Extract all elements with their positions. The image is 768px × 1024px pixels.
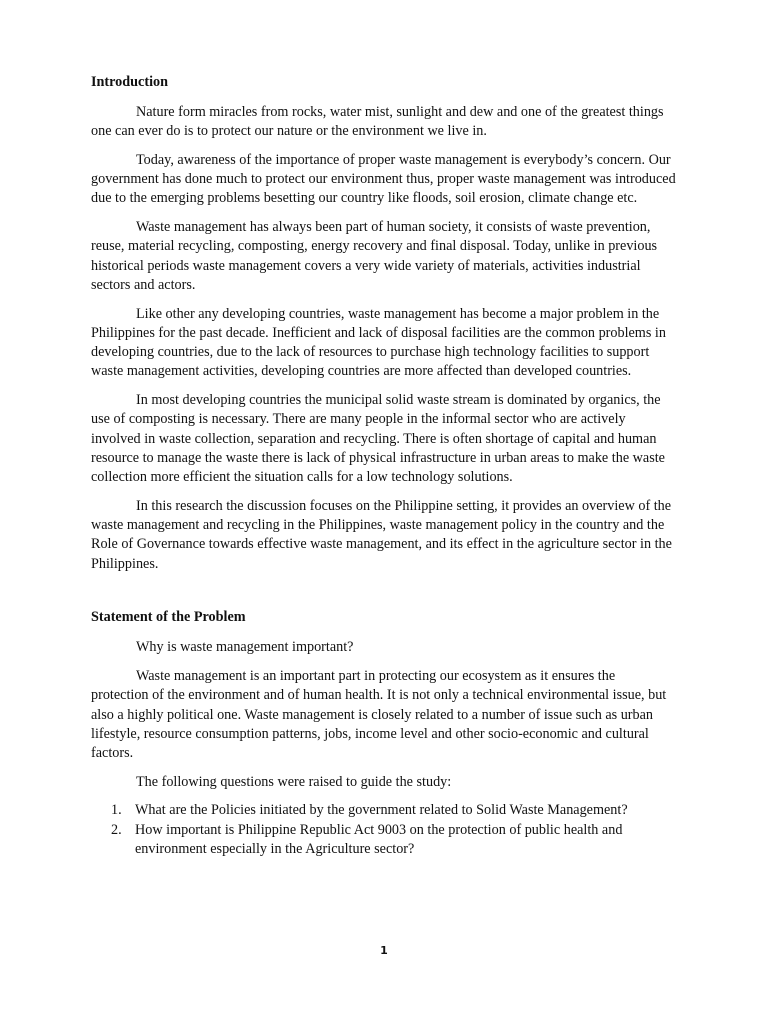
introduction-paragraph: In this research the discussion focuses on the Philippine setting, it provides an overview of the waste management and recycling in the Philippines, waste management policy in the country and the Role of Governance towards effective waste management, and its effect in the agriculture sector in the Philippines. — [91, 497, 672, 572]
introduction-paragraph: Today, awareness of the importance of proper waste management is everybody’s concern. Our government has done much to protect our environment thus, proper waste management was introduced due to the emerging problems besetting our country like floods, soil erosion, climate change etc. — [91, 151, 676, 207]
list-item-number: 1. — [111, 802, 122, 819]
introduction-paragraph: Nature form miracles from rocks, water mist, sunlight and dew and one of the greatest things one can ever do is to protect our nature or the environment we live in. — [91, 104, 664, 140]
introduction-paragraph: Like other any developing countries, waste management has become a major problem in the Philippines for the past decade. Inefficient and lack of disposal facilities are the common problems in developing countries, due to the lack of resources to purchase high technology facilities to support waste management activities, developing countries are more affected than developed countries. — [91, 305, 666, 380]
problem-paragraph: Why is waste management important? — [136, 639, 354, 656]
problem-paragraph: The following questions were raised to guide the study: — [136, 773, 452, 790]
problem-paragraph: Waste management is an important part in protecting our ecosystem as it ensures the protection of the environment and of human health. It is not only a technical environmental issue, but also a highly political one. Waste management is closely related to a number of issue such as urban lifestyle, resource consumption patterns, jobs, income level and other socio-economic and cultural factors. — [91, 667, 667, 762]
list-item-text: How important is Philippine Republic Act 9003 on the protection of public health and environment especially in the Agriculture sector? — [135, 821, 623, 857]
list-item-text: What are the Policies initiated by the government related to Solid Waste Management? — [135, 802, 628, 819]
introduction-heading: Introduction — [91, 74, 168, 90]
problem-heading: Statement of the Problem — [91, 609, 246, 626]
list-item-number: 2. — [111, 821, 122, 838]
list-item — [91, 821, 676, 860]
research-questions-list — [91, 801, 676, 859]
list-item — [91, 801, 676, 820]
introduction-paragraph: In most developing countries the municipal solid waste stream is dominated by organics, the use of composting is necessary. There are many people in the informal sector who are actively involved in waste collection, separation and recycling. There is often shortage of capital and human resource to manage the waste there is lack of physical infrastructure in urban areas to make the waste collection more efficient the situation calls for a low technology solutions. — [91, 392, 665, 486]
introduction-paragraph: Waste management has always been part of human society, it consists of waste prevention, reuse, material recycling, composting, energy recovery and final disposal. Today, unlike in previous historical periods waste management covers a very wide variety of materials, activities industrial sectors and actors. — [91, 219, 658, 293]
section-spacer — [91, 583, 676, 608]
page-number: 1 — [380, 944, 388, 957]
